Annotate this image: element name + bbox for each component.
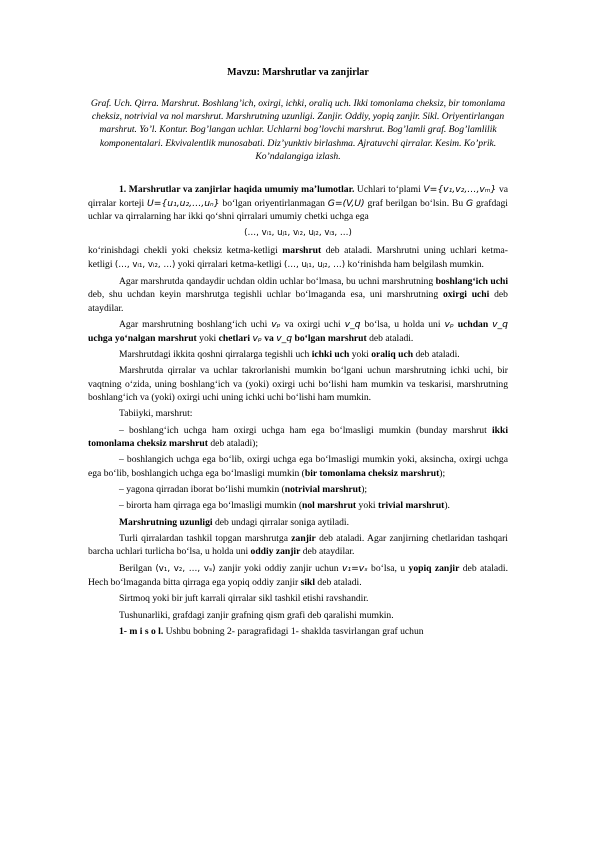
paragraph-repetition: Marshrutda qirralar va uchlar takrorlanishi mumkin bo‘lgani uchun marshrutning ichki uchi, bir vaqtning o‘zida, uning boshlang‘ich va (yoki) oxirgi uchi bo‘lishi ham mumkin va teskarisi, marshrutning boshlang‘ich va (yoki) oxirgi uchi uning ichki uchi bo‘lishi ham mumkin.	[88, 365, 508, 404]
list-item-one-sided-infinite: – boshlangich uchga ega bo‘lib, oxirgi uchga ega bo‘lmasligi mumkin yoki, aksincha, oxirgi uchga ega bo‘lib, boshlangich uchga ega bo‘lmasligi mumkin (bir tomonlama cheksiz marshrut);	[88, 454, 508, 480]
paragraph-loop: Sirtmoq yoki bir juft karrali qirralar sikl tashkil etishi ravshandir.	[119, 593, 369, 605]
abstract-keywords: Graf. Uch. Qirra. Marshrut. Boshlang’ich, oxirgi, ichki, oraliq uch. Ikki tomonlama cheksiz, bir tomonlama cheksiz, notrivial va nol marshrut. Marshrutning uzunligi. Zanjir. Oddiy, yopiq zanjir. Sikl. Oriyentirlangan marshrut. Yo’l. Kontur. Bog’langan uchlar. Uchlarni bog’lovchi marshrut. Bog’lamli graf. Bog’lamlilik komponentalari. Ekvivalentlik munosabati. Diz’yunktiv birlashma. Ajratuvchi qirralar. Kesim. Ko’prik. Ko’ndalangiga izlash.	[90, 98, 506, 162]
vertex-sequence-formula: (…, vᵢ₁, vᵢ₂, …)	[114, 259, 176, 270]
list-item-nontrivial: – yagona qirradan iborat bo‘lishi mumkin (notrivial marshrut);	[119, 484, 368, 496]
paragraph-route-definition: ko‘rinishdagi chekli yoki cheksiz ketma-ketligi marshrut deb ataladi. Marshrutni uning uchlari ketma-ketligi (…, vᵢ₁, vᵢ₂, …) yoki qirralari ketma-ketligi (…, uⱼ₁, uⱼ₂, …) ko‘rinishda ham belgilash mumkin.	[88, 244, 508, 270]
chain-formula: (v₁, v₂, …, vₛ)	[155, 563, 216, 574]
paragraph-route-length: Marshrutning uzunligi deb undagi qirralar soniga aytiladi.	[119, 516, 349, 528]
paragraph-closed-chain: Berilgan (v₁, v₂, …, vₛ) zanjir yoki oddiy zanjir uchun v₁=vₛ bo‘lsa, u yopiq zanjir deb ataladi. Hech bo‘lmaganda bitta qirraga ega yopiq oddiy zanjir sikl deb ataladi.	[88, 562, 508, 589]
vertex-set-formula: V={v₁,v₂,…,vₘ}	[423, 184, 497, 195]
list-item-trivial: – birorta ham qirraga ega bo‘lmasligi mumkin (nol marshrut yoki trivial marshrut).	[119, 500, 450, 512]
page-title: Mavzu: Marshrutlar va zanjirlar	[227, 67, 369, 78]
edge-sequence-formula: (…, uⱼ₁, uⱼ₂, …)	[284, 259, 346, 270]
edge-tuple-formula: U={u₁,u₂,…,uₙ}	[146, 197, 220, 209]
example-label: 1- m i s o l.	[119, 625, 164, 637]
paragraph-directed-route: Agar marshrutning boshlang‘ich uchi vₚ va oxirgi uchi v_q bo‘lsa, u holda uni vₚ uchdan v_q uchga yo‘nalgan marshrut yoki chetlari vₚ va v_q bo‘lgan marshrut deb ataladi.	[88, 319, 508, 344]
graph-symbol: G	[466, 197, 474, 209]
paragraph-start-end-vertex: Agar marshrutda qandaydir uchdan oldin uchlar bo‘lmasa, bu uchni marshrutning boshlang‘ich uchi deb, shu uchdan keyin marshrutga tegishli uchlar bo‘lmaganda esa, uni marshrutning oxirgi uchi deb ataydilar.	[88, 275, 508, 314]
section-heading: 1. Marshrutlar va zanjirlar haqida umumiy ma’lumotlar.	[119, 184, 355, 195]
paragraph-example-1: 1- m i s o l. Ushbu bobning 2- paragrafidagi 1- shaklda tasvirlangan graf uchun	[119, 625, 424, 637]
list-item-two-sided-infinite: – boshlang‘ich uchga ham oxirgi uchga ham ega bo‘lmasligi mumkin (bunday marshrut ikki tomonlama cheksiz marshrut deb ataladi);	[88, 424, 508, 450]
paragraph-inner-vertex: Marshrutdagi ikkita qoshni qirralarga tegishli uch ichki uch yoki oraliq uch deb ataladi.	[119, 348, 460, 360]
section-1-intro: 1. Marshrutlar va zanjirlar haqida umumiy ma’lumotlar. Uchlari to‘plami V={v₁,v₂,…,vₘ} va qirralar korteji U={u₁,u₂,…,uₙ} bo‘lgan oriyentirlanmagan G=(V,U) graf berilgan bo‘lsin. Bu G grafdagi uchlar va qirralarning har ikki qo‘shni qirralari umumiy chetki uchga ega	[88, 184, 508, 223]
paragraph-subgraph: Tushunarliki, grafdagi zanjir grafning qism grafi deb qaralishi mumkin.	[119, 609, 394, 621]
graph-formula: G=(V,U)	[327, 197, 365, 209]
document-body	[88, 183, 508, 641]
paragraph-naturally: Tabiiyki, marshrut:	[119, 408, 193, 420]
paragraph-chain: Turli qirralardan tashkil topgan marshrutga zanjir deb ataladi. Agar zanjirning chetlaridan tashqari barcha uchlari turlicha bo‘lsa, u holda uni oddiy zanjir deb ataydilar.	[88, 532, 508, 558]
closed-condition-formula: v₁=vₛ	[341, 562, 368, 574]
route-sequence-formula: (…, vᵢ₁, uⱼ₁, vᵢ₂, uⱼ₂, vᵢ₃, …)	[244, 228, 352, 239]
